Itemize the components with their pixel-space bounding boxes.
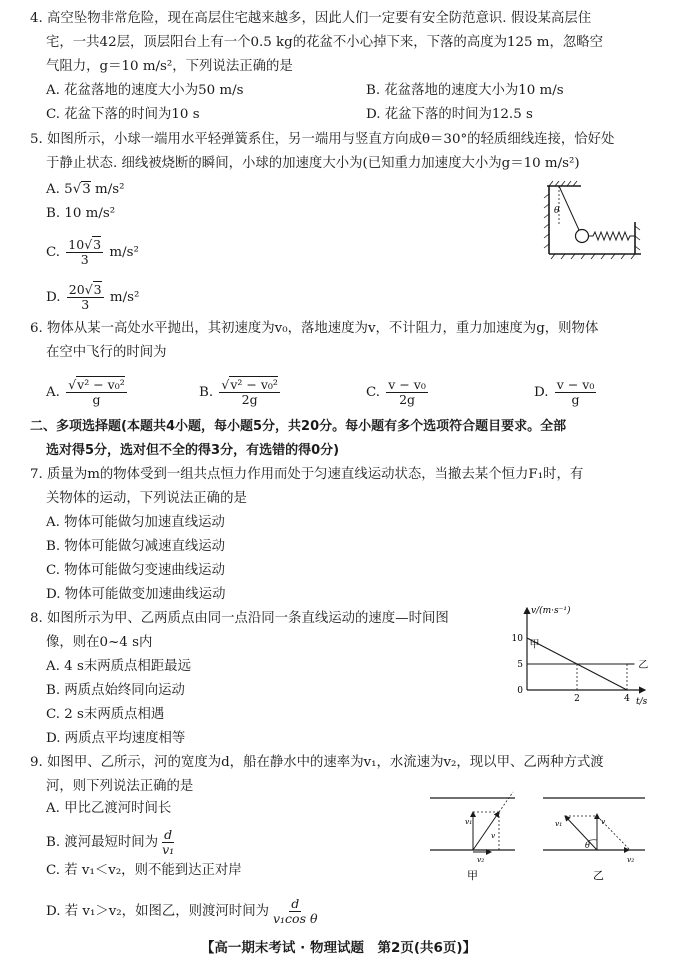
q9-river-figures <box>425 790 665 890</box>
q8-xlabel: t/s <box>636 697 648 707</box>
q8-ytick-0: 0 <box>517 686 523 696</box>
q6-stem-line1: 6. 物体从某一高处水平抛出，其初速度为v₀，落地速度为v，不计阻力，重力加速度为g，则物体 <box>30 321 599 336</box>
q8-xtick-2: 2 <box>574 694 580 704</box>
q8-option-b: B. 两质点始终同向运动 <box>46 683 185 698</box>
q6-stem-line2: 在空中飞行的时间为 <box>46 345 167 360</box>
q7-option-b: B. 物体可能做匀减速直线运动 <box>46 539 226 554</box>
q5-theta-label: θ <box>554 206 560 216</box>
q9-stem-line2: 河，则下列说法正确的是 <box>46 779 194 794</box>
section2-heading-line2: 选对得5分，选对但不全的得3分，有选错的得0分) <box>46 443 340 458</box>
q5-option-d: D. $\frac{20√3}{3}$ m/s² <box>46 282 140 312</box>
q9-option-d: D. 若 v₁＞v₂，如图乙，则渡河时间为 $\frac{d}{\text{v₁cos θ}}$ <box>46 896 318 926</box>
q4-option-c: C. 花盆下落的时间为10 s <box>46 107 200 122</box>
q4-option-a: A. 花盆落地的速度大小为50 m/s <box>46 83 244 98</box>
q4-stem-line2: 宅，一共42层，顶层阳台上有一个0.5 kg的花盆不小心掉下来，下落的高度为125 m，忽略空 <box>46 35 604 50</box>
q6-option-a: A. $\frac{\text{√v² − v₀²}}{g}$ <box>46 377 125 407</box>
q5-option-c: C. $\frac{10√3}{3}$ m/s² <box>46 237 139 267</box>
q7-option-a: A. 物体可能做匀加速直线运动 <box>46 515 225 530</box>
q5-stem-line2: 于静止状态. 细线被烧断的瞬间，小球的加速度大小为(已知重力加速度大小为g＝10 m/s²) <box>46 156 580 171</box>
q9-option-a: A. 甲比乙渡河时间长 <box>46 801 172 816</box>
q8-stem-line2: 像，则在0~4 s内 <box>46 635 153 650</box>
q7-option-c: C. 物体可能做匀变速曲线运动 <box>46 563 225 578</box>
q9-figure-yi <box>543 798 645 882</box>
q5-stem-line1: 5. 如图所示，小球一端用水平轻弹簧系住，另一端用与竖直方向成θ＝30°的轻质细线连接，恰好处 <box>30 132 615 147</box>
q5-option-a: A. 5√3 m/s² <box>46 182 125 197</box>
q9-stem-line1: 9. 如图甲、乙所示，河的宽度为d，船在静水中的速率为v₁，水流速为v₂，现以甲、乙两种方式渡 <box>30 755 604 770</box>
q9-yi-v1-label: v₁ <box>555 819 563 828</box>
q8-vt-chart <box>505 600 665 710</box>
q9-yi-v-label: v <box>601 817 606 826</box>
q7-stem-line1: 7. 质量为m的物体受到一组共点恒力作用而处于匀速直线运动状态，当撤去某个恒力F₁时，有 <box>30 467 584 482</box>
q9-option-c: C. 若 v₁＜v₂，则不能到达正对岸 <box>46 863 242 878</box>
q9-jia-v2-label: v₂ <box>477 855 485 864</box>
q9-yi-v2-label: v₂ <box>627 855 635 864</box>
page-footer: 【高一期末考试 · 物理试题 第2页(共6页)】 <box>200 940 477 956</box>
q9-figure-jia <box>430 792 515 882</box>
q7-stem-line2: 关物体的运动，下列说法正确的是 <box>46 491 247 506</box>
q5-figure-spring-ball <box>535 180 645 265</box>
q4-stem-line1: 4. 高空坠物非常危险，现在高层住宅越来越多，因此人们一定要有安全防范意识. 假设某高层住 <box>30 11 592 26</box>
q4-option-b: B. 花盆落地的速度大小为10 m/s <box>366 83 564 98</box>
q4-option-d: D. 花盆下落的时间为12.5 s <box>366 107 533 122</box>
q6-option-d: D. $\frac{\text{v − v₀}}{g}$ <box>534 377 595 407</box>
q8-ytick-10: 10 <box>511 634 523 644</box>
q8-option-a: A. 4 s末两质点相距最远 <box>46 659 191 674</box>
q9-jia-v1-label: v₁ <box>465 817 473 826</box>
section2-heading-line1: 二、多项选择题(本题共4小题，每小题5分，共20分。每小题有多个选项符合题目要求。全部 <box>30 419 567 434</box>
q6-option-b: B. $\frac{\text{√v² − v₀²}}{2g}$ <box>199 377 278 407</box>
q5-option-b: B. 10 m/s² <box>46 206 116 221</box>
q5-spring <box>589 232 635 240</box>
q9-jia-v-label: v <box>491 831 496 840</box>
q9-yi-theta-label: θ <box>585 841 590 850</box>
q9-yi-caption: 乙 <box>593 869 604 882</box>
q8-series-label-jia: 甲 <box>529 639 540 651</box>
q8-series-label-yi: 乙 <box>638 660 649 671</box>
q4-stem-line3: 气阻力，g＝10 m/s²，下列说法正确的是 <box>46 59 293 74</box>
q9-jia-caption: 甲 <box>467 869 478 882</box>
q8-option-d: D. 两质点平均速度相等 <box>46 731 186 746</box>
q5-ball <box>576 230 589 243</box>
q7-option-d: D. 物体可能做变加速曲线运动 <box>46 587 226 602</box>
q8-stem-line1: 8. 如图所示为甲、乙两质点由同一点沿同一条直线运动的速度—时间图 <box>30 611 449 626</box>
q9-option-b: B. 渡河最短时间为 $\frac{d}{\text{v₁}}$ <box>46 827 175 857</box>
q8-option-c: C. 2 s末两质点相遇 <box>46 707 165 722</box>
q8-xtick-4: 4 <box>624 694 630 704</box>
q8-ytick-5: 5 <box>517 660 523 670</box>
q8-ylabel: v/(m·s⁻¹) <box>531 606 571 616</box>
q6-option-c: C. $\frac{\text{v − v₀}}{2g}$ <box>366 377 426 407</box>
